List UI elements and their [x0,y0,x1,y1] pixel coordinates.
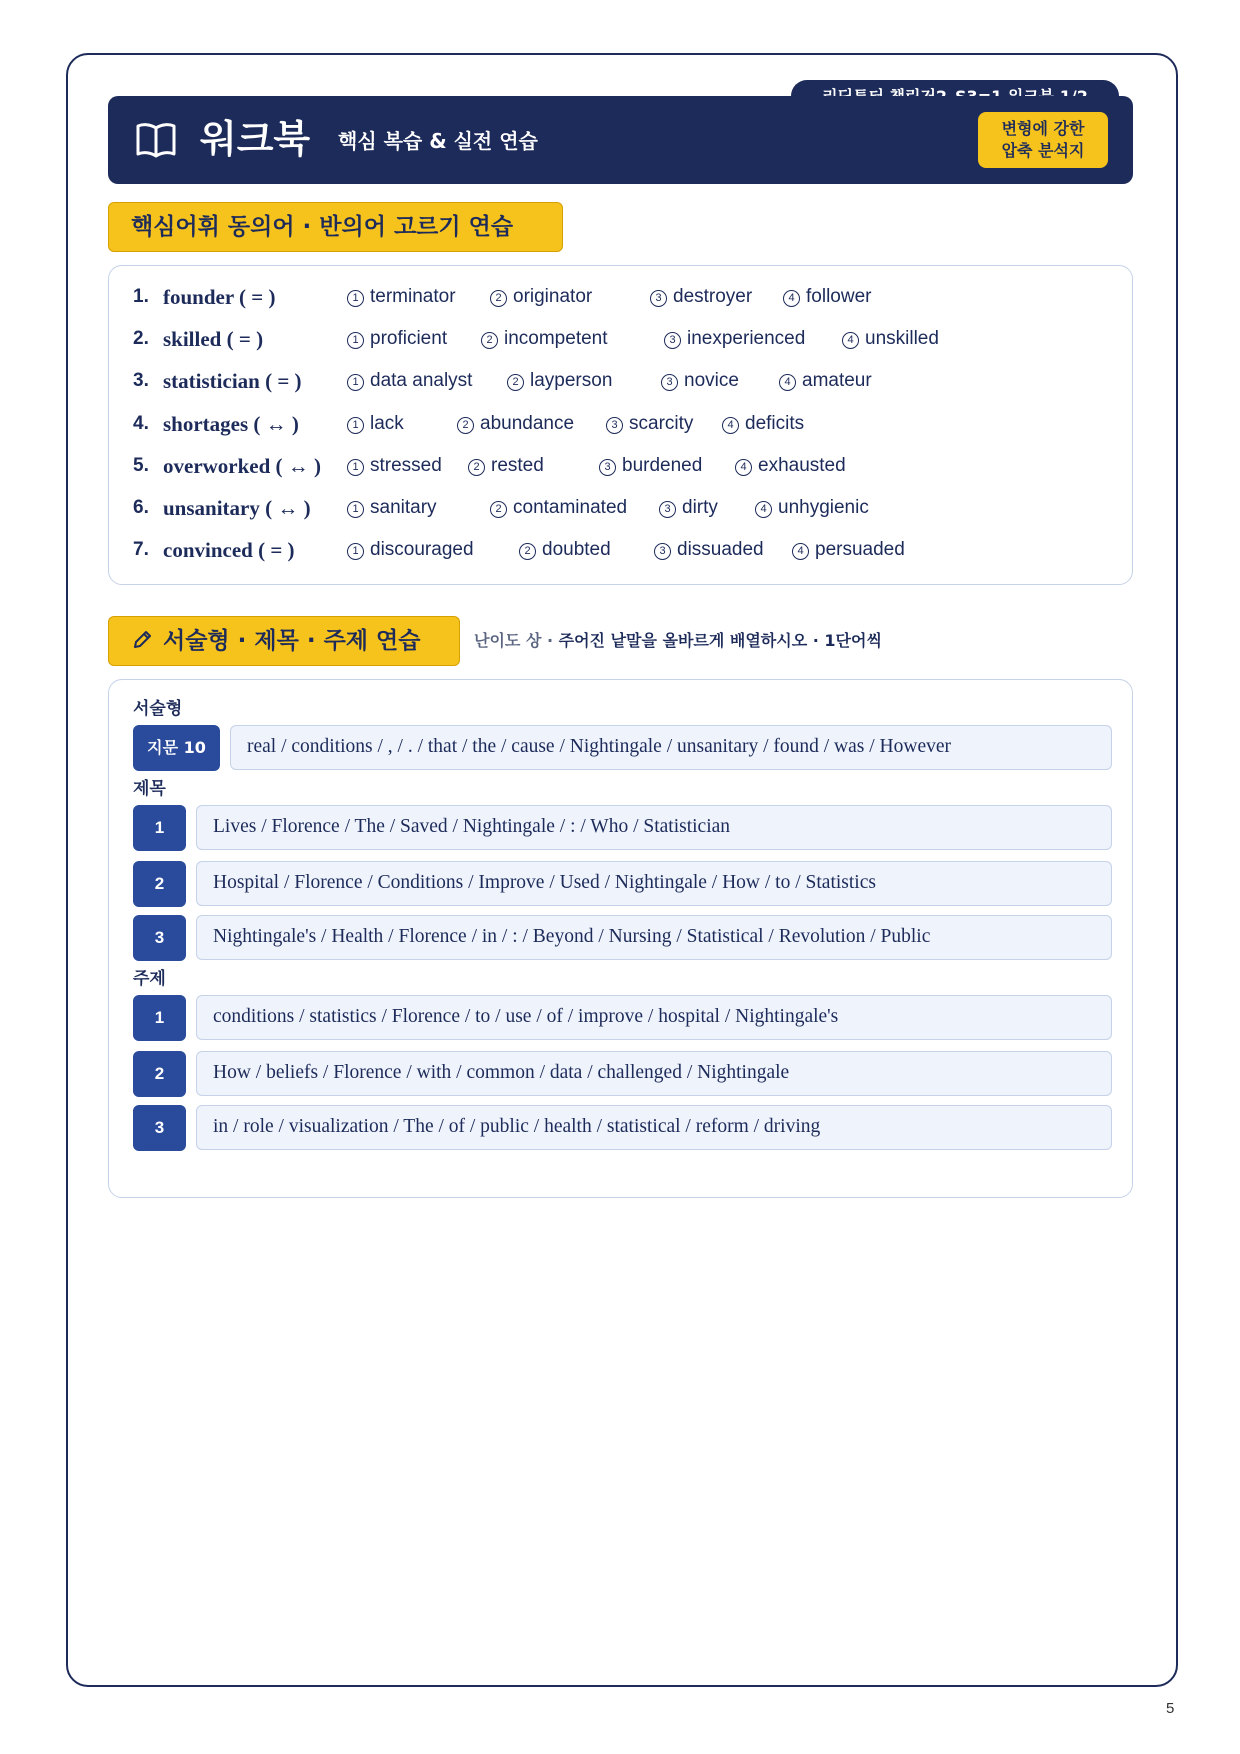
question-number: 6. [133,497,149,518]
option-number-circle: 2 [507,374,524,391]
option-number-circle: 1 [347,501,364,518]
answer-option[interactable] [457,409,574,439]
option-number-circle: 3 [664,332,681,349]
page-subtitle: 핵심 복습 & 실전 연습 [338,129,538,153]
answer-option[interactable] [490,282,592,312]
answer-option[interactable] [490,493,627,523]
option-number-circle: 4 [842,332,859,349]
pencil-icon [131,629,153,651]
option-text: lack [370,413,404,434]
topic-item-number: 3 [133,1105,186,1151]
header-badge [978,112,1108,168]
header-badge-line2: 압축 분석지 [1001,141,1085,160]
topic-word-box: in / role / visualization / The / of / public / health / statistical / reform / driving [196,1105,1112,1150]
option-text: sanitary [370,497,437,518]
option-number-circle: 2 [519,543,536,560]
option-number-circle: 2 [457,417,474,434]
answer-option[interactable] [842,324,939,354]
option-number-circle: 2 [481,332,498,349]
question-word: unsanitary ( ↔ ) [163,496,311,520]
option-text: rested [491,455,544,476]
question-word: shortages ( ↔ ) [163,412,299,436]
answer-option[interactable] [722,409,804,439]
option-text: unskilled [865,328,939,349]
option-text: layperson [530,370,613,391]
open-book-icon [136,122,176,158]
topic-group-label: 주제 [133,969,166,989]
question-number: 7. [133,539,149,560]
question-word: skilled ( = ) [163,327,264,351]
option-number-circle: 4 [735,459,752,476]
title-group-label: 제목 [133,779,166,799]
header-badge-line1: 변형에 강한 [1001,119,1085,138]
question-word: convinced ( = ) [163,538,295,562]
title-item-number: 1 [133,805,186,851]
option-text: exhausted [758,455,846,476]
option-number-circle: 4 [779,374,796,391]
vocab-quiz-box [108,265,1133,585]
topic-item-number: 2 [133,1051,186,1097]
option-text: doubted [542,539,611,560]
answer-option[interactable] [347,282,456,312]
answer-option[interactable] [659,493,718,523]
topic-item-number: 1 [133,995,186,1041]
option-number-circle: 3 [661,374,678,391]
option-text: persuaded [815,539,905,560]
answer-option[interactable] [481,324,608,354]
option-text: scarcity [629,413,694,434]
option-number-circle: 2 [468,459,485,476]
question-word: founder ( = ) [163,285,276,309]
option-number-circle: 2 [490,501,507,518]
answer-option[interactable] [606,409,693,439]
answer-option[interactable] [347,535,474,565]
answer-option[interactable] [519,535,611,565]
topic-word-box: conditions / statistics / Florence / to / use / of / improve / hospital / Nightingale's [196,995,1112,1040]
option-number-circle: 4 [792,543,809,560]
option-number-circle: 2 [490,290,507,307]
answer-option[interactable] [650,282,752,312]
option-text: destroyer [673,286,753,307]
answer-option[interactable] [599,451,702,481]
title-item-number: 3 [133,915,186,961]
answer-option[interactable] [654,535,764,565]
option-text: burdened [622,455,703,476]
option-text: discouraged [370,539,474,560]
question-number: 1. [133,286,149,307]
option-text: unhygienic [778,497,869,518]
option-text: terminator [370,286,456,307]
title-word-box: Nightingale's / Health / Florence / in / : / Beyond / Nursing / Statistical / Revolution / Public [196,915,1112,960]
option-number-circle: 1 [347,332,364,349]
option-text: dirty [682,497,718,518]
option-text: follower [806,286,872,307]
option-text: stressed [370,455,442,476]
option-number-circle: 3 [599,459,616,476]
answer-option[interactable] [347,324,447,354]
option-number-circle: 4 [755,501,772,518]
answer-option[interactable] [783,282,871,312]
option-text: amateur [802,370,872,391]
option-text: abundance [480,413,575,434]
option-text: inexperienced [687,328,806,349]
question-number: 4. [133,413,149,434]
option-number-circle: 1 [347,290,364,307]
answer-option[interactable] [347,451,442,481]
question-word: overworked ( ↔ ) [163,454,322,478]
answer-option[interactable] [792,535,905,565]
answer-option[interactable] [347,366,472,396]
option-number-circle: 1 [347,459,364,476]
answer-option[interactable] [347,409,404,439]
option-number-circle: 3 [654,543,671,560]
option-number-circle: 1 [347,417,364,434]
answer-option[interactable] [664,324,805,354]
option-number-circle: 4 [783,290,800,307]
essay-word-box: real / conditions / , / . / that / the / cause / Nightingale / unsanitary / found / was / However [230,725,1112,770]
topic-word-box: How / beliefs / Florence / with / common / data / challenged / Nightingale [196,1051,1112,1096]
option-number-circle: 1 [347,543,364,560]
instruction-text: 주어진 낱말을 올바르게 배열하시오 · 1단어씩 [558,631,882,650]
option-text: dissuaded [677,539,764,560]
section2-label-text: 서술형 · 제목 · 주제 연습 [163,628,421,654]
answer-option[interactable] [735,451,846,481]
question-word: statistician ( = ) [163,369,302,393]
option-number-circle: 3 [650,290,667,307]
answer-option[interactable] [347,493,437,523]
essay-label: 서술형 [133,699,183,719]
option-number-circle: 3 [659,501,676,518]
workbook-header [108,96,1133,184]
title-word-box: Lives / Florence / The / Saved / Nightingale / : / Who / Statistician [196,805,1112,850]
page-number: 5 [1166,1700,1175,1717]
option-number-circle: 4 [722,417,739,434]
page-title: 워크북 [200,117,311,161]
option-text: incompetent [504,328,608,349]
answer-option[interactable] [468,451,544,481]
answer-option[interactable] [507,366,612,396]
option-number-circle: 1 [347,374,364,391]
answer-option[interactable] [755,493,869,523]
answer-option[interactable] [661,366,739,396]
section2-instruction [474,628,882,654]
option-text: proficient [370,328,448,349]
option-text: data analyst [370,370,473,391]
difficulty-label: 난이도 상 · [474,631,559,650]
option-text: deficits [745,413,805,434]
title-item-number: 2 [133,861,186,907]
answer-option[interactable] [779,366,872,396]
option-text: originator [513,286,593,307]
option-text: novice [684,370,739,391]
question-number: 5. [133,455,149,476]
option-number-circle: 3 [606,417,623,434]
question-number: 3. [133,370,149,391]
section2-label [108,616,460,666]
passage-badge: 지문 10 [133,725,220,771]
title-word-box: Hospital / Florence / Conditions / Improve / Used / Nightingale / How / to / Statistics [196,861,1112,906]
section1-label: 핵심어휘 동의어 · 반의어 고르기 연습 [108,202,563,252]
option-text: contaminated [513,497,628,518]
question-number: 2. [133,328,149,349]
writing-practice-box [108,679,1133,1198]
